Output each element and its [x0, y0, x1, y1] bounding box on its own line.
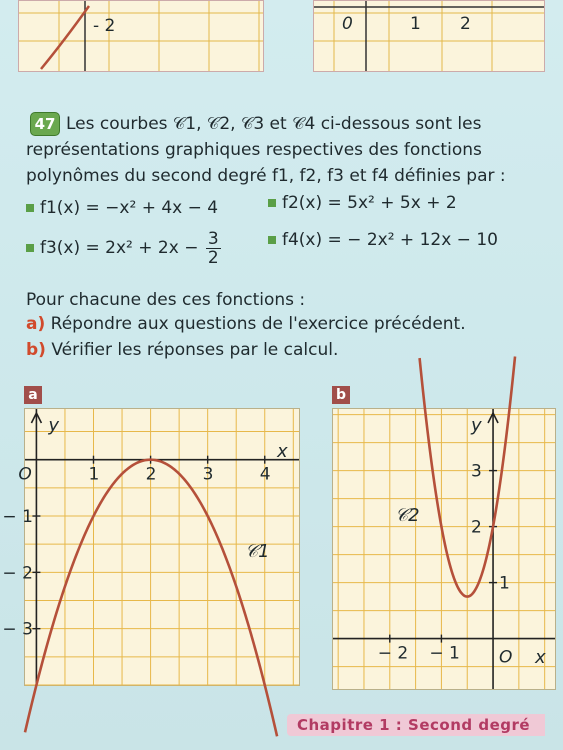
- exercise-number-badge: 47: [30, 112, 60, 136]
- y-tick-label: − 2: [2, 563, 33, 584]
- question-b-text: Vérifier les réponses par le calcul.: [51, 340, 339, 360]
- chapter-footer: Chapitre 1 : Second degré: [287, 714, 545, 736]
- function-f3-fraction: [206, 230, 221, 267]
- previous-graph-left: [18, 0, 264, 72]
- question-b-label: b): [26, 340, 46, 360]
- graph-a-tag: a: [24, 386, 42, 404]
- question-a-text: Répondre aux questions de l'exercice précédent.: [50, 314, 466, 334]
- graph-b-svg: [333, 409, 555, 689]
- bullet-icon: [268, 199, 276, 207]
- exercise-line-1: Les courbes 𝒞1, 𝒞2, 𝒞3 et 𝒞4 ci-dessous sont les: [66, 114, 482, 134]
- x-tick-label: 2: [145, 464, 157, 485]
- previous-graph-right: [313, 0, 545, 72]
- y-tick-label: 1: [499, 573, 510, 594]
- previous-graph-right-tick-1: 1: [410, 14, 421, 34]
- origin-label: O: [499, 647, 513, 668]
- function-f1: [26, 198, 218, 218]
- question-a-label: a): [26, 314, 46, 334]
- x-tick-label: 4: [259, 464, 271, 485]
- curve-label: 𝒞1: [245, 541, 270, 562]
- bullet-icon: [26, 204, 34, 212]
- x-tick-label: − 2: [377, 643, 409, 664]
- y-axis-label: y: [48, 415, 60, 436]
- exercise-line-2: représentations graphiques respectives des fonctions: [26, 140, 482, 160]
- y-tick-label: 3: [471, 461, 482, 482]
- y-tick-label: − 3: [2, 619, 33, 640]
- fraction-numerator: 3: [207, 228, 219, 249]
- previous-graph-right-tick-0: 0: [342, 14, 353, 34]
- graph-a-svg: [2, 409, 299, 685]
- x-tick-label: 3: [202, 464, 214, 485]
- previous-graph-right-tick-2: 2: [460, 14, 471, 34]
- y-tick-label: 2: [471, 517, 482, 538]
- origin-label: O: [18, 464, 32, 485]
- x-tick-label: 1: [88, 464, 100, 485]
- function-f3-text: f3(x) = 2x² + 2x −: [40, 238, 199, 258]
- previous-graph-right-svg: [314, 1, 544, 71]
- function-f4: [268, 230, 498, 250]
- function-f1-text: f1(x) = −x² + 4x − 4: [40, 198, 219, 218]
- y-axis-label: y: [471, 415, 482, 436]
- question-a: [26, 314, 466, 334]
- x-axis-label: x: [535, 647, 546, 668]
- exercise-line-3: polynômes du second degré f1, f2, f3 et f4 définies par :: [26, 166, 506, 186]
- y-tick-label: − 1: [2, 507, 33, 528]
- function-f3: [26, 228, 221, 272]
- previous-graph-left-tick: - 2: [93, 16, 116, 36]
- function-f2-text: f2(x) = 5x² + 5x + 2: [282, 193, 457, 213]
- instructions-intro: Pour chacune des ces fonctions :: [26, 290, 306, 310]
- curve-label: 𝒞2: [395, 505, 420, 526]
- x-tick-label: − 1: [429, 643, 460, 664]
- question-b: [26, 340, 338, 360]
- fraction-denominator: 2: [207, 247, 219, 268]
- previous-graph-left-svg: [19, 1, 263, 71]
- x-axis-label: x: [277, 441, 288, 462]
- graph-b: [332, 408, 556, 690]
- bullet-icon: [26, 244, 34, 252]
- function-f4-text: f4(x) = − 2x² + 12x − 10: [282, 230, 498, 250]
- graph-a: [2, 408, 300, 686]
- graph-b-tag: b: [332, 386, 350, 404]
- function-f2: [268, 193, 457, 213]
- bullet-icon: [268, 236, 276, 244]
